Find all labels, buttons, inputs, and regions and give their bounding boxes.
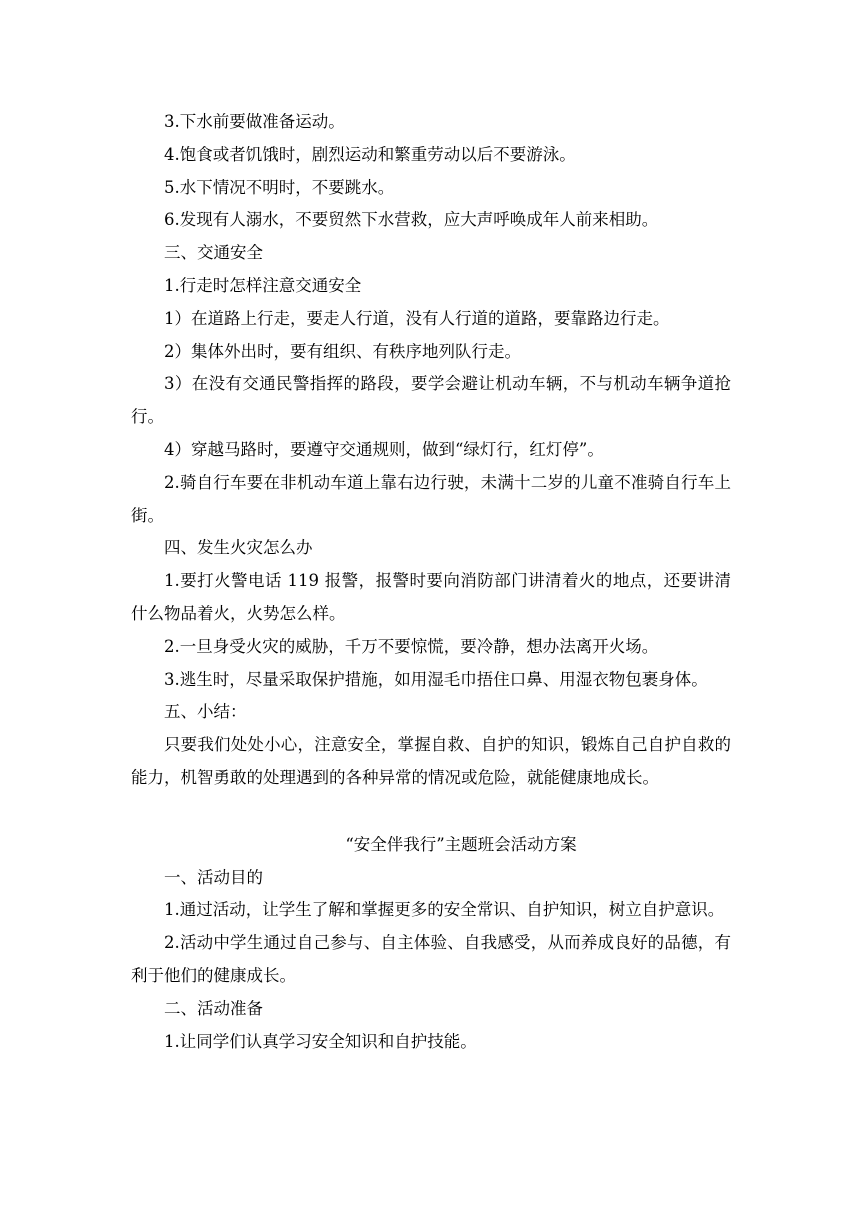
paragraph: 1.通过活动，让学生了解和掌握更多的安全常识、自护知识，树立自护意识。 bbox=[164, 900, 725, 920]
spacer bbox=[131, 795, 731, 829]
paragraph: 3.下水前要做准备运动。 bbox=[164, 112, 345, 131]
paragraph: 1）在道路上行走，要走人行道，没有人行道的道路，要靠路边行走。 bbox=[164, 308, 670, 328]
section-heading: 二、活动准备 bbox=[164, 998, 263, 1018]
section-heading: 一、活动目的 bbox=[164, 867, 263, 887]
paragraph: 3）在没有交通民警指挥的路段，要学会避让机动车辆，不与机动车辆争道抢行。 bbox=[131, 374, 731, 427]
paragraph: 2）集体外出时，要有组织、有秩序地列队行走。 bbox=[164, 341, 521, 361]
paragraph: 4.饱食或者饥饿时，剧烈运动和繁重劳动以后不要游泳。 bbox=[164, 144, 576, 164]
paragraph: 1.行走时怎样注意交通安全 bbox=[164, 275, 362, 295]
paragraph: 1.让同学们认真学习安全知识和自护技能。 bbox=[164, 1031, 477, 1051]
paragraph: 2.一旦身受火灾的威胁，千万不要惊慌，要冷静，想办法离开火场。 bbox=[164, 636, 659, 656]
section-heading: 三、交通安全 bbox=[164, 243, 263, 263]
paragraph: 6.发现有人溺水，不要贸然下水营救，应大声呼唤成年人前来相助。 bbox=[164, 210, 659, 230]
paragraph: 只要我们处处小心，注意安全，掌握自救、自护的知识，锻炼自己自护自救的能力，机智勇敢的处理遇到的各种异常的情况或危险，就能健康地成长。 bbox=[131, 735, 731, 787]
paragraph: 4）穿越马路时，要遵守交通规则，做到“绿灯行，红灯停”。 bbox=[164, 439, 604, 459]
document-body bbox=[131, 106, 731, 1058]
paragraph: 2.骑自行车要在非机动车道上靠右边行驶，未满十二岁的儿童不准骑自行车上街。 bbox=[131, 472, 731, 525]
paragraph: 1.要打火警电话 119 报警，报警时要向消防部门讲清着火的地点，还要讲清什么物品着火，火势怎么样。 bbox=[131, 571, 731, 623]
paragraph: 3.逃生时，尽量采取保护措施，如用湿毛巾捂住口鼻、用湿衣物包裹身体。 bbox=[164, 669, 708, 689]
paragraph: 5.水下情况不明时，不要跳水。 bbox=[164, 177, 395, 197]
section-heading: 五、小结： bbox=[164, 702, 247, 722]
paragraph: 2.活动中学生通过自己参与、自主体验、自我感受，从而养成良好的品德，有利于他们的健康成长。 bbox=[131, 933, 731, 985]
section-heading: 四、发生火灾怎么办 bbox=[164, 538, 313, 558]
plan-title: “安全伴我行”主题班会活动方案 bbox=[345, 834, 577, 854]
